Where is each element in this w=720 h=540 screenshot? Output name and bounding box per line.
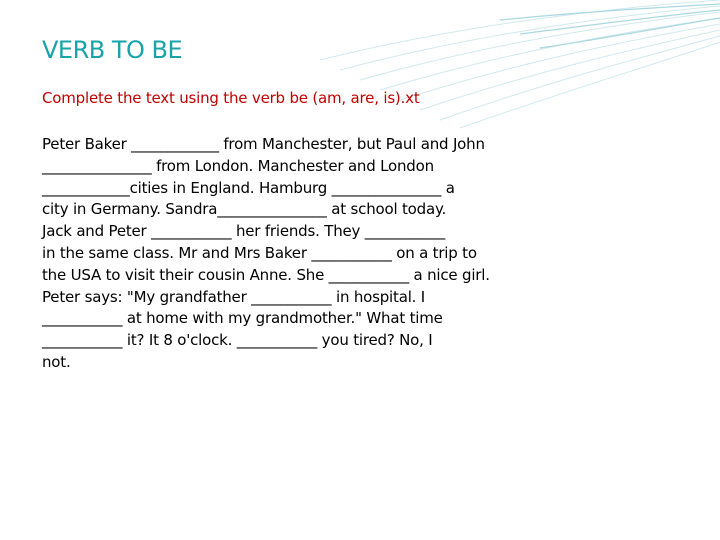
exercise-line: ____________cities in England. Hamburg _______________ a xyxy=(42,178,455,197)
exercise-line: Peter Baker ____________ from Manchester, but Paul and John xyxy=(42,135,485,153)
exercise-line: in the same class. Mr and Mrs Baker ___________ on a trip to xyxy=(42,243,477,262)
exercise-line: not. xyxy=(42,352,71,371)
decorative-wave-lines xyxy=(320,0,720,130)
instruction-text: Complete the text using the verb be (am, are, is).xt xyxy=(42,89,420,107)
slide-title: VERB TO BE xyxy=(42,36,183,64)
exercise-line: the USA to visit their cousin Anne. She ___________ a nice girl. xyxy=(42,265,490,284)
exercise-line: Jack and Peter ___________ her friends. They ___________ xyxy=(42,222,446,241)
exercise-line: ___________ at home with my grandmother." What time xyxy=(42,309,443,328)
exercise-line: _______________ from London. Manchester and London xyxy=(42,156,434,175)
exercise-line: Peter says: "My grandfather ___________ in hospital. I xyxy=(42,287,426,306)
exercise-line: city in Germany. Sandra_______________ at school today. xyxy=(42,200,447,219)
exercise-paragraph xyxy=(42,134,602,374)
exercise-line: ___________ it? It 8 o'clock. ___________ you tired? No, I xyxy=(42,331,433,350)
